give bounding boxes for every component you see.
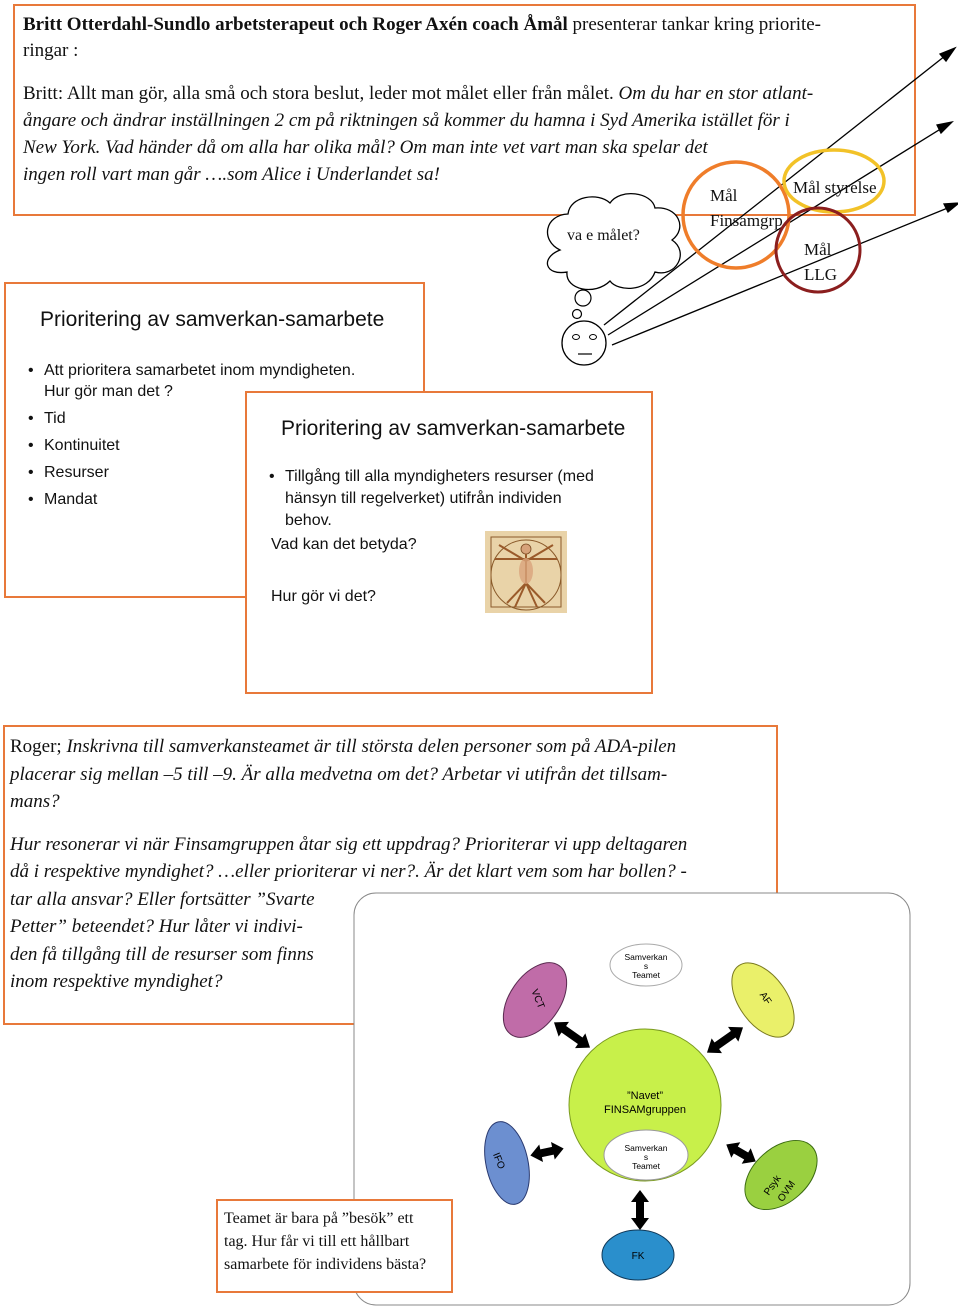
- roger-p2-line6: inom respektive myndighet?: [10, 971, 223, 992]
- af-label: AF: [756, 990, 774, 1007]
- vitruvian-man-image: [485, 531, 567, 613]
- slide-1-item: • Mandat: [28, 489, 355, 510]
- roger-p1-line2: placerar sig mellan –5 till –9. Är alla medvetna om det? Arbetar vi utifrån det tillsam-: [10, 763, 668, 785]
- roger-p2-line3: tar alla ansvar? Eller fortsätter ”Svarte: [10, 888, 315, 910]
- goal-arrow-3-head: [944, 203, 958, 212]
- goal-finsamgrp-line1: Mål: [710, 186, 738, 205]
- britt-line1-italic: Om du har en stor atlant-: [613, 83, 814, 104]
- team-line2: tag. Hur får vi till ett hållbart: [224, 1233, 410, 1250]
- slide-2-bullet-line2: hänsyn till regelverket) utifrån individen: [285, 490, 562, 507]
- slide-2-title: Prioritering av samverkan-samarbete: [281, 417, 626, 440]
- slide-2-bullet-line1: Tillgång till alla myndigheters resurser (med: [285, 468, 594, 485]
- slide-1-item-continuation: Hur gör man det ?: [44, 383, 173, 400]
- goal-arrow-1-head: [940, 48, 955, 61]
- roger-speaker: Roger;: [10, 736, 67, 757]
- roger-p1-line3: mans?: [10, 791, 60, 812]
- goal-llg-line1: Mål: [804, 240, 832, 259]
- britt-line1-normal: Allt man gör, alla små och stora beslut, leder mot målet eller från målet.: [66, 83, 614, 104]
- goal-llg-label: [804, 237, 837, 287]
- roger-p2-line2: då i respektive myndighet? …eller prioriterar vi ner?. Är det klart vem som har bollen? -: [10, 861, 687, 882]
- goal-styrelse-label: Mål styrelse: [793, 178, 877, 197]
- slide-2: [245, 391, 653, 694]
- inner-team-line1: Samverkan: [624, 1143, 668, 1153]
- psyk-label-line1: Psyk: [762, 1173, 784, 1198]
- vct-label: VCT: [528, 987, 547, 1011]
- slide-1-item: • Kontinuitet: [28, 435, 355, 456]
- hub-line1: ”Navet”: [626, 1090, 664, 1102]
- inner-team-line2: s: [643, 1152, 649, 1162]
- slide-2-bullet: • Tillgång till alla myndigheters resurser (med hänsyn till regelverket) utifrån individen behov.: [269, 466, 594, 532]
- slide-1-item: • Att prioritera samarbetet inom myndigheten. Hur gör man det ?: [28, 360, 355, 402]
- goal-finsamgrp-line2: Finsamgrp: [710, 211, 783, 230]
- thought-dot-large: [575, 290, 591, 306]
- slide-2-question-2: Hur gör vi det?: [271, 588, 376, 605]
- britt-line4: ingen roll vart man går ….som Alice i Underlandet sa!: [23, 164, 440, 185]
- slide-2-bullet-line3: behov.: [285, 512, 332, 529]
- fk-label: FK: [631, 1251, 645, 1262]
- goal-arrow-2-head: [937, 122, 952, 133]
- goal-llg-line2: LLG: [804, 265, 838, 284]
- hub-line2: FINSAMgruppen: [604, 1104, 686, 1116]
- top-team-line2: s: [643, 961, 649, 971]
- slide-2-question-1: Vad kan det betyda?: [271, 536, 417, 553]
- roger-p2-line1: Hur resonerar vi när Finsamgruppen åtar sig ett uppdrag? Prioriterar vi upp deltagaren: [10, 833, 688, 855]
- inner-team-line3: Teamet: [632, 1161, 660, 1171]
- britt-line3: New York. Vad händer då om alla har olika mål? Om man inte vet vart man ska spelar det: [23, 137, 708, 158]
- roger-paragraph-1: [10, 733, 772, 816]
- thought-text: va e målet?: [567, 227, 640, 244]
- psyk-label-line2: OVM: [775, 1179, 798, 1205]
- intro-heading-line2: ringar :: [23, 40, 79, 61]
- intro-heading-rest: presenterar tankar kring priorite-: [567, 14, 822, 35]
- britt-speaker: Britt:: [23, 83, 67, 104]
- slide-1-title: Prioritering av samverkan-samarbete: [40, 308, 385, 331]
- intro-heading-bold: Britt Otterdahl-Sundlo arbetsterapeut och Roger Axén coach Åmål: [23, 14, 568, 35]
- britt-line2: ångare och ändrar inställningen 2 cm på riktningen så kommer du hamna i Syd Amerika istället för i: [23, 110, 790, 131]
- team-text-box: [216, 1199, 453, 1293]
- thought-dot-small: [573, 310, 582, 319]
- top-team-line1: Samverkan: [624, 952, 668, 962]
- roger-p2-line4: Petter” beteendet? Hur låter vi indivi-: [10, 916, 303, 937]
- face: [562, 321, 606, 365]
- slide-1-item: • Resurser: [28, 462, 355, 483]
- slide-1-item: • Tid: [28, 408, 355, 429]
- top-team-line3: Teamet: [632, 970, 660, 980]
- goal-finsamgrp-label: [710, 183, 783, 233]
- roger-p2-line5: den få tillgång till de resurser som finns: [10, 943, 314, 965]
- roger-p1-line1: Inskrivna till samverkansteamet är till största delen personer som på ADA-pilen: [66, 736, 677, 757]
- team-line3: samarbete för individens bästa?: [224, 1256, 427, 1273]
- team-line1: Teamet är bara på ”besök” ett: [224, 1210, 414, 1227]
- ifo-label: IFO: [490, 1151, 507, 1171]
